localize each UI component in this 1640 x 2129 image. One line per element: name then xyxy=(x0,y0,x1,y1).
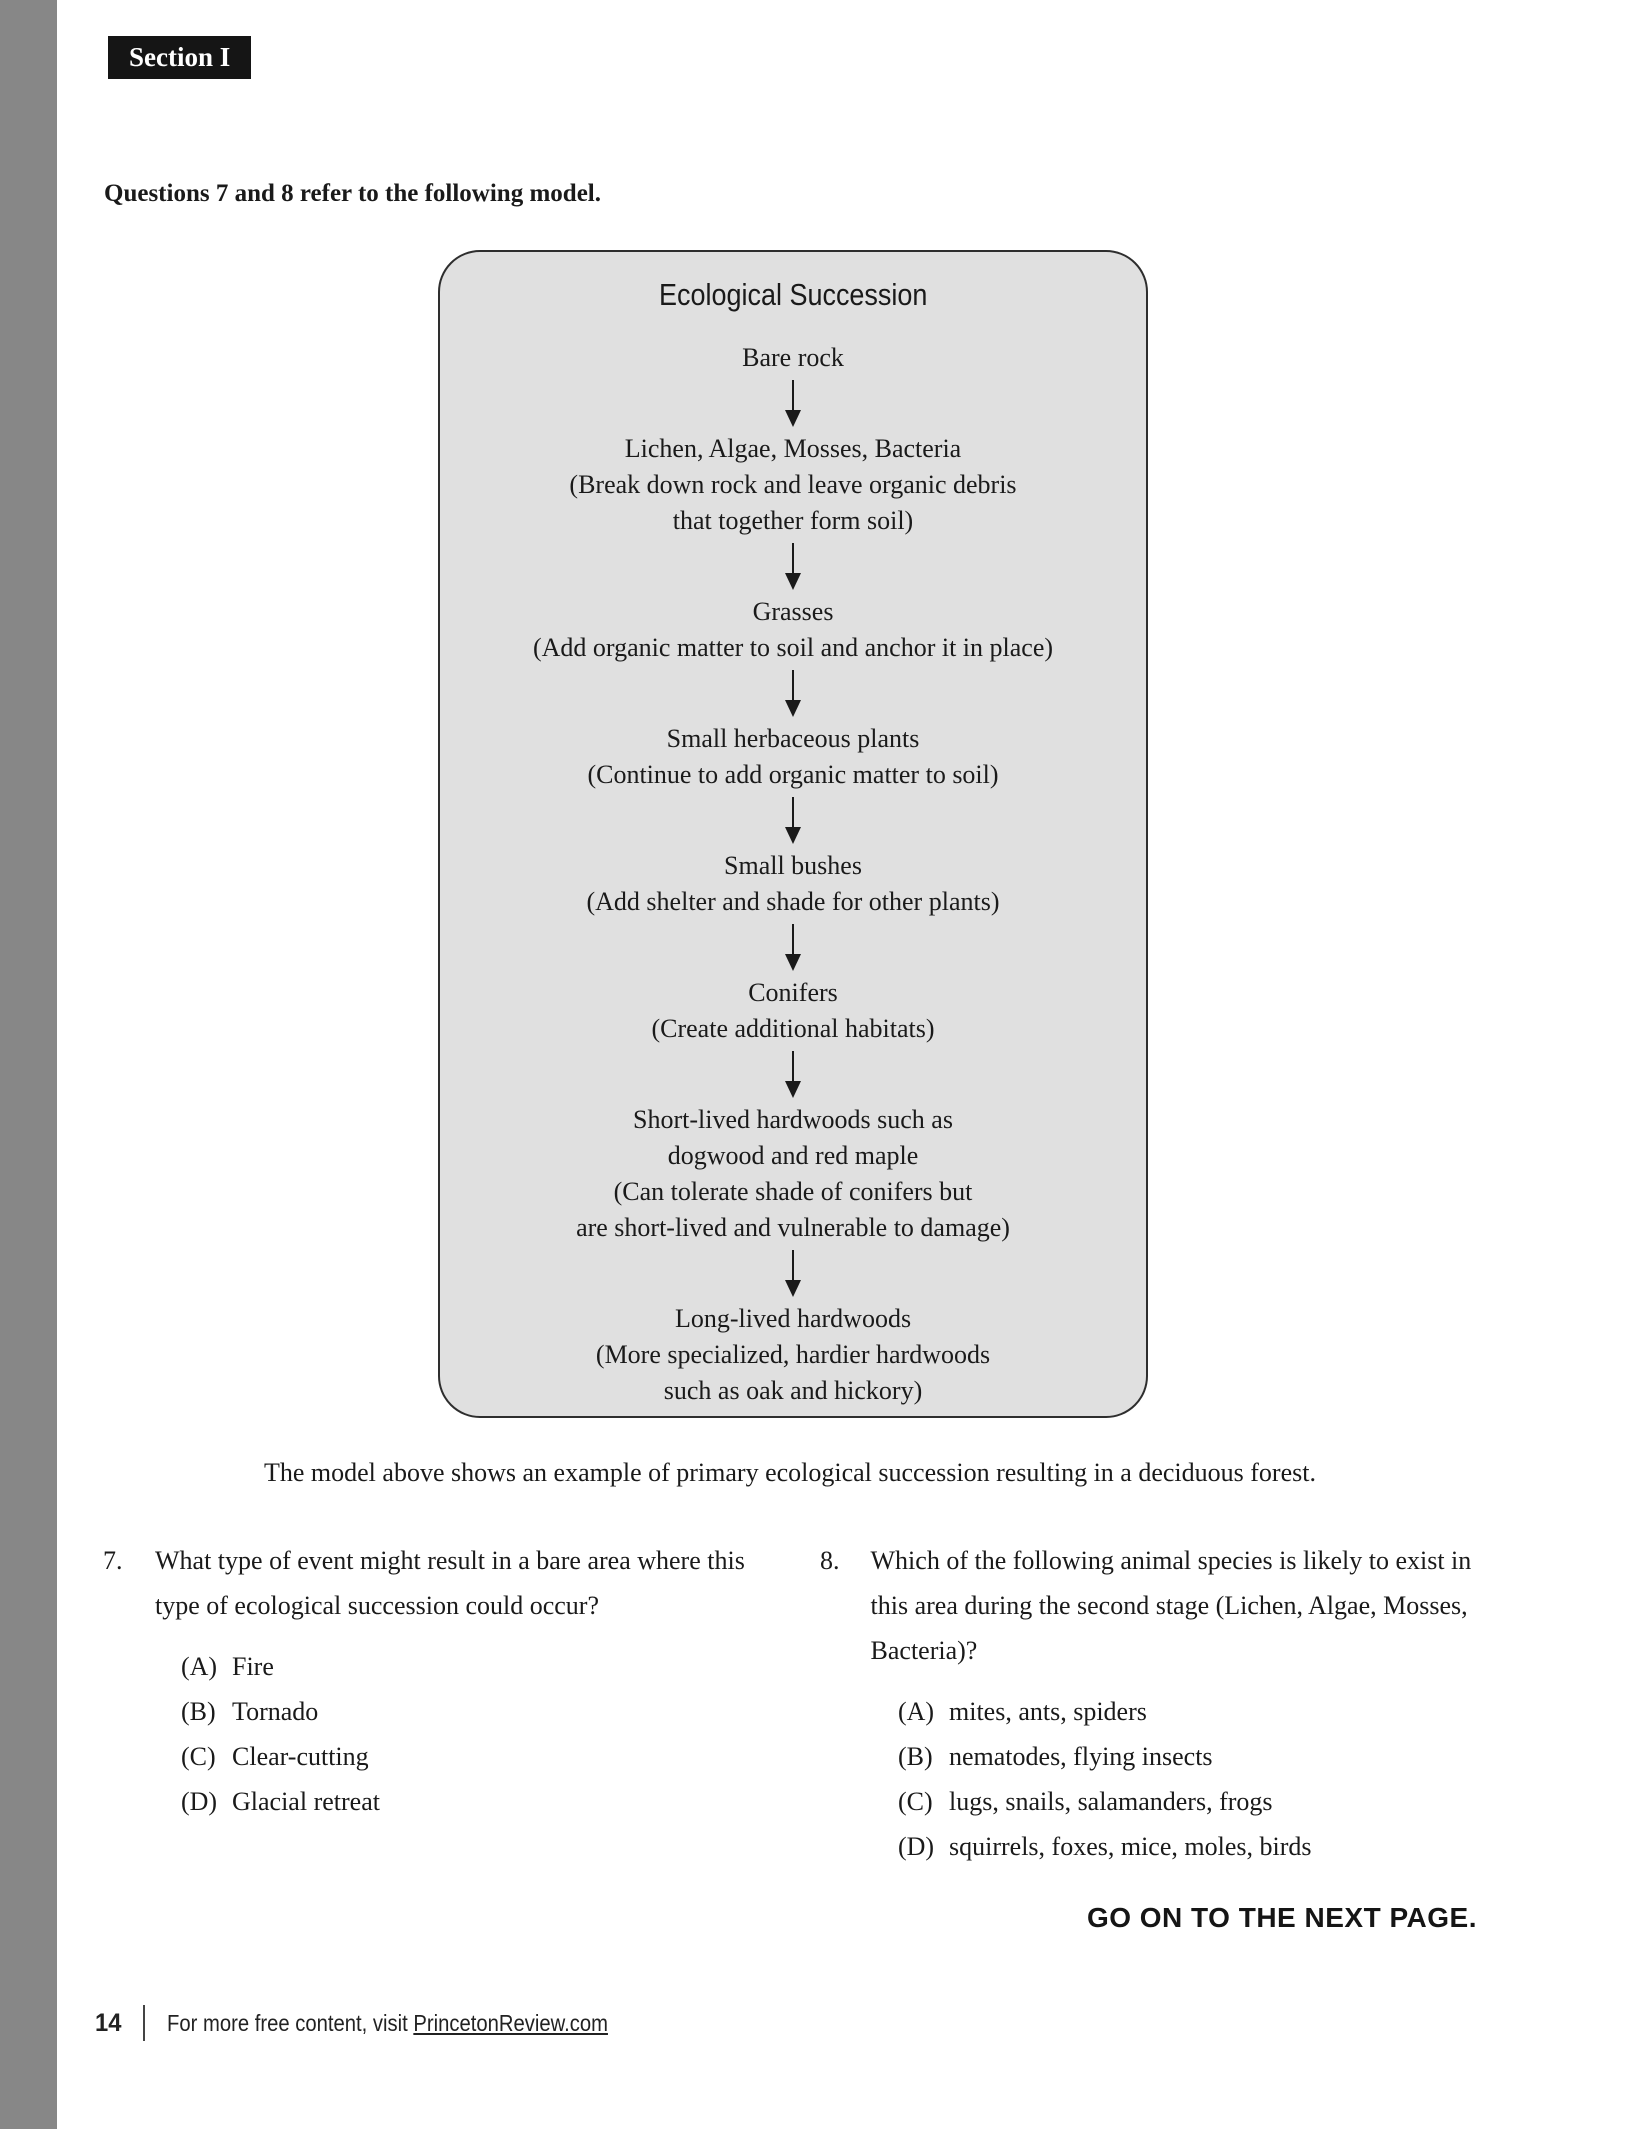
stage-name: Small herbaceous plants xyxy=(666,724,920,753)
choice-text: nematodes, flying insects xyxy=(949,1742,1213,1771)
stage-detail-line: dogwood and red maple xyxy=(667,1141,919,1170)
question-7 xyxy=(103,1538,763,1824)
choices-list xyxy=(181,1644,763,1824)
choice-label: (A) xyxy=(181,1652,218,1681)
stage-detail-line: are short-lived and vulnerable to damage) xyxy=(576,1213,1010,1242)
go-on-text: GO ON TO THE NEXT PAGE. xyxy=(1086,1902,1477,1933)
choice-row xyxy=(181,1779,763,1824)
stage-lichen-algae xyxy=(440,431,1146,539)
stage-name: Small bushes xyxy=(724,851,862,880)
section-badge-label: Section I xyxy=(129,42,231,72)
choice-label: (C) xyxy=(181,1742,216,1771)
choice-text: Tornado xyxy=(232,1697,319,1726)
model-title: Ecological Succession xyxy=(658,277,928,312)
choice-row xyxy=(898,1734,1500,1779)
question-text: Which of the following animal species is likely to exist in this area during the second stage (Lichen, Algae, Mosses, Bacteria)? xyxy=(870,1546,1472,1665)
page-number: 14 xyxy=(95,2008,122,2037)
choice-label: (C) xyxy=(898,1787,933,1816)
stage-small-herbaceous-plants xyxy=(440,721,1146,793)
down-arrow-icon xyxy=(785,797,801,844)
choice-row xyxy=(181,1644,763,1689)
stage-name: Lichen, Algae, Mosses, Bacteria xyxy=(624,434,962,463)
left-gray-strip xyxy=(0,0,57,2129)
stage-name: Bare rock xyxy=(742,343,844,372)
page-footer xyxy=(95,2005,668,2041)
choice-row xyxy=(898,1689,1500,1734)
stage-grasses xyxy=(440,594,1146,666)
down-arrow-icon xyxy=(785,1051,801,1098)
stage-detail-line: (Create additional habitats) xyxy=(651,1014,935,1043)
choice-label: (A) xyxy=(898,1697,935,1726)
stage-name: Conifers xyxy=(748,978,838,1007)
down-arrow-icon xyxy=(785,1250,801,1297)
choice-row xyxy=(898,1824,1500,1869)
section-badge xyxy=(108,36,251,79)
choice-text: Glacial retreat xyxy=(232,1787,380,1816)
stage-name: Grasses xyxy=(752,597,834,626)
arrow-head xyxy=(785,573,801,590)
stage-conifers xyxy=(440,975,1146,1047)
down-arrow-icon xyxy=(785,380,801,427)
choice-label: (D) xyxy=(181,1787,218,1816)
arrow-head xyxy=(785,1081,801,1098)
question-number: 8. xyxy=(820,1546,840,1575)
stage-bare-rock xyxy=(440,340,1146,376)
choice-text: Clear-cutting xyxy=(232,1742,369,1771)
model-caption: The model above shows an example of primary ecological succession resulting in a deciduous forest. xyxy=(264,1458,1316,1487)
arrow-stem xyxy=(792,797,794,827)
down-arrow-icon xyxy=(785,543,801,590)
footer-link[interactable]: PrincetonReview.com xyxy=(413,2009,608,2036)
arrow-head xyxy=(785,827,801,844)
choice-label: (B) xyxy=(898,1742,933,1771)
stage-long-lived-hardwoods xyxy=(440,1301,1146,1409)
choice-text: Fire xyxy=(232,1652,274,1681)
down-arrow-icon xyxy=(785,670,801,717)
arrow-stem xyxy=(792,380,794,410)
arrow-head xyxy=(785,410,801,427)
choice-text: squirrels, foxes, mice, moles, birds xyxy=(949,1832,1312,1861)
footer-text xyxy=(167,2010,608,2037)
stage-small-bushes xyxy=(440,848,1146,920)
stage-detail-line: (Continue to add organic matter to soil) xyxy=(587,760,999,789)
stage-name: Long-lived hardwoods xyxy=(674,1304,912,1333)
stage-detail-line: (Add organic matter to soil and anchor it in place) xyxy=(532,633,1054,662)
arrow-stem xyxy=(792,1250,794,1280)
footer-message: For more free content, visit xyxy=(166,2009,414,2036)
choices-list xyxy=(898,1689,1500,1869)
stage-detail-line: such as oak and hickory) xyxy=(663,1376,923,1405)
stage-detail-line: (More specialized, hardier hardwoods xyxy=(595,1340,991,1369)
choice-row xyxy=(181,1734,763,1779)
questions-intro: Questions 7 and 8 refer to the following model. xyxy=(104,180,601,207)
question-8 xyxy=(820,1538,1500,1869)
arrow-stem xyxy=(792,924,794,954)
arrow-head xyxy=(785,1280,801,1297)
stage-detail-line: (Add shelter and shade for other plants) xyxy=(586,887,1000,916)
choice-text: lugs, snails, salamanders, frogs xyxy=(949,1787,1273,1816)
choice-row xyxy=(898,1779,1500,1824)
stage-short-lived-hardwoods xyxy=(440,1102,1146,1246)
question-number: 7. xyxy=(103,1546,123,1575)
choice-row xyxy=(181,1689,763,1734)
ecological-succession-model xyxy=(438,250,1148,1418)
arrow-head xyxy=(785,954,801,971)
choice-text: mites, ants, spiders xyxy=(949,1697,1147,1726)
arrow-stem xyxy=(792,670,794,700)
choice-label: (D) xyxy=(898,1832,935,1861)
choice-label: (B) xyxy=(181,1697,216,1726)
stage-name: Short-lived hardwoods such as xyxy=(633,1105,953,1134)
stage-detail-line: (Break down rock and leave organic debris xyxy=(569,470,1017,499)
arrow-stem xyxy=(792,543,794,573)
stage-detail-line: (Can tolerate shade of conifers but xyxy=(613,1177,973,1206)
arrow-head xyxy=(785,700,801,717)
arrow-stem xyxy=(792,1051,794,1081)
stage-detail-line: that together form soil) xyxy=(672,506,914,535)
down-arrow-icon xyxy=(785,924,801,971)
question-text: What type of event might result in a bare area where this type of ecological succession could occur? xyxy=(155,1546,745,1620)
footer-divider xyxy=(143,2005,145,2041)
